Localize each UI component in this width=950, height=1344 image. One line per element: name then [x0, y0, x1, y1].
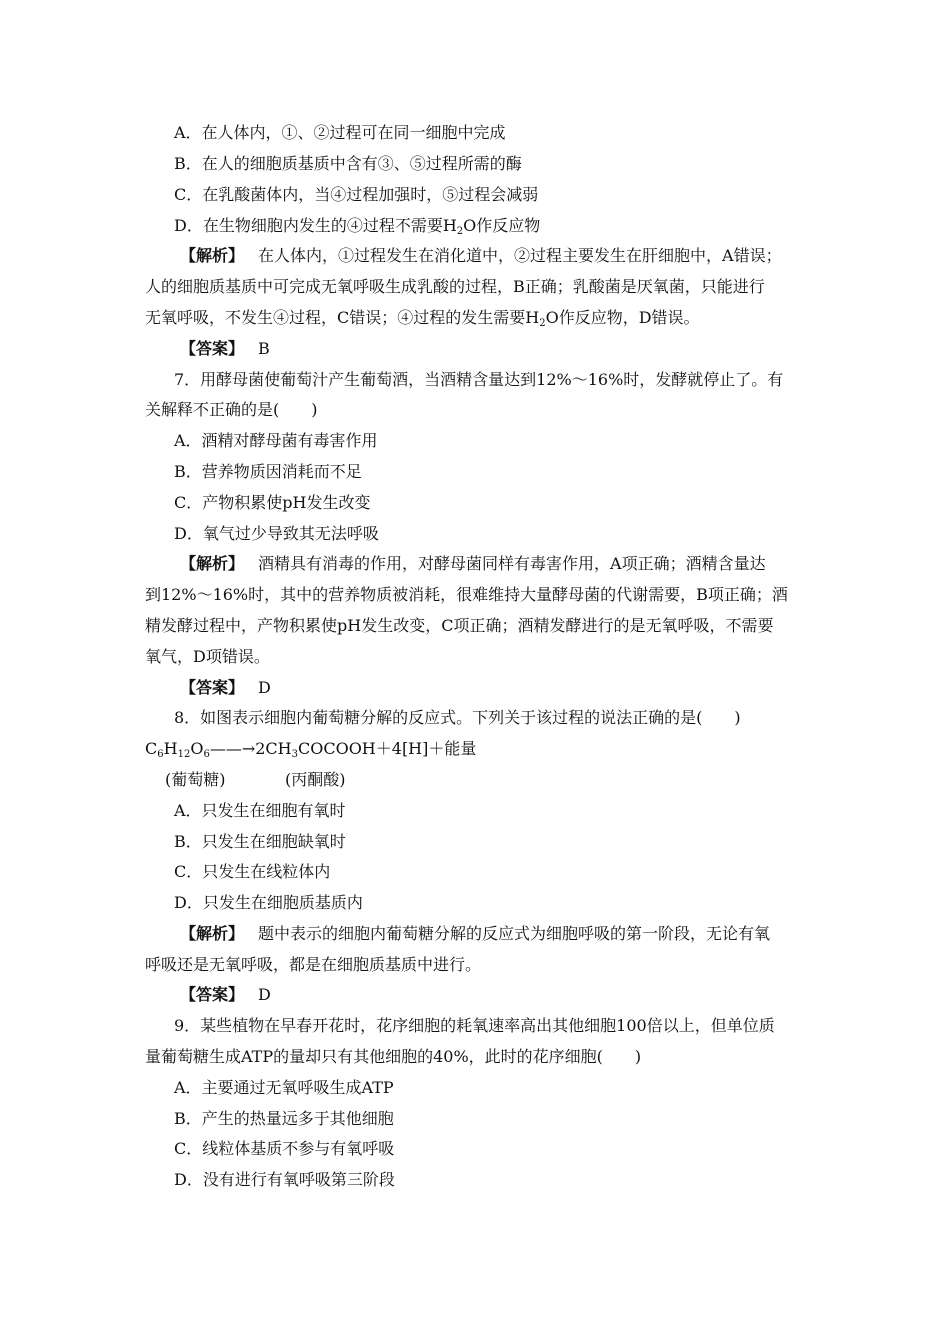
q8-option-a: A．只发生在细胞有氧时 — [174, 801, 346, 820]
q6-analysis-line-1 — [180, 246, 845, 266]
q7-analysis-line-2: 到12%～16%时，其中的营养物质被消耗，很难维持大量酵母菌的代谢需要，B项正确；酒 — [145, 585, 788, 604]
analysis-text-end: O作反应物，D错误。 — [545, 308, 700, 327]
q7-stem-line-1: 7．用酵母菌使葡萄汁产生葡萄酒，当酒精含量达到12%～16%时，发酵就停止了。有 — [174, 370, 784, 389]
q9-stem-line-2: 量葡萄糖生成ATP的量却只有其他细胞的40%，此时的花序细胞( ) — [145, 1047, 642, 1066]
answer-value: B — [258, 339, 270, 358]
analysis-text: 题中表示的细胞内葡萄糖分解的反应式为细胞呼吸的第一阶段，无论有氧 — [258, 924, 771, 943]
q9-option-a: A．主要通过无氧呼吸生成ATP — [174, 1078, 394, 1097]
q8-analysis-line-2: 呼吸还是无氧呼吸，都是在细胞质基质中进行。 — [145, 955, 482, 974]
q9-stem-line-1: 9．某些植物在早春开花时，花序细胞的耗氧速率高出其他细胞100倍以上，但单位质 — [174, 1016, 775, 1035]
q6-option-d-text-end: O作反应物 — [463, 216, 541, 235]
answer-tag: 【答案】 — [180, 678, 245, 697]
eq-product-2: COCOOH＋4[H]＋能量 — [297, 739, 477, 758]
answer-value: D — [258, 985, 271, 1004]
label-pyruvate: (丙酮酸) — [285, 770, 346, 789]
q7-option-b: B．营养物质因消耗而不足 — [174, 462, 362, 481]
q6-option-d-text: D．在生物细胞内发生的④过程不需要H — [174, 216, 457, 235]
q8-option-d: D．只发生在细胞质基质内 — [174, 893, 363, 912]
answer-tag: 【答案】 — [180, 985, 245, 1004]
analysis-tag: 【解析】 — [180, 246, 245, 265]
q8-stem: 8．如图表示细胞内葡萄糖分解的反应式。下列关于该过程的说法正确的是( ) — [174, 708, 741, 727]
analysis-tag: 【解析】 — [180, 554, 245, 573]
analysis-text: 无氧呼吸，不发生④过程，C错误；④过程的发生需要H — [145, 308, 540, 327]
q6-analysis-line-2: 人的细胞质基质中可完成无氧呼吸生成乳酸的过程，B正确；乳酸菌是厌氧菌，只能进行 — [145, 277, 765, 296]
q7-option-a: A．酒精对酵母菌有毒害作用 — [174, 431, 378, 450]
analysis-text: 在人体内，①过程发生在消化道中，②过程主要发生在肝细胞中，A错误； — [258, 246, 782, 265]
analysis-text: 酒精具有消毒的作用，对酵母菌同样有毒害作用，A项正确；酒精含量达 — [258, 554, 766, 573]
subscript: 2 — [539, 318, 546, 329]
subscript: 12 — [177, 749, 191, 760]
q7-analysis-line-4: 氧气，D项错误。 — [145, 647, 270, 666]
q9-option-c: C．线粒体基质不参与有氧呼吸 — [174, 1139, 395, 1158]
q7-analysis-line-1 — [180, 554, 845, 574]
subscript: 6 — [157, 749, 164, 760]
eq-carbon: C — [145, 739, 158, 758]
answer-value: D — [258, 678, 271, 697]
label-glucose: (葡萄糖) — [165, 770, 226, 789]
eq-product-1: 2CH — [255, 739, 292, 758]
q8-option-c: C．只发生在线粒体内 — [174, 862, 331, 881]
q6-option-b: B．在人的细胞质基质中含有③、⑤过程所需的酶 — [174, 154, 522, 173]
analysis-tag: 【解析】 — [180, 924, 245, 943]
q8-option-b: B．只发生在细胞缺氧时 — [174, 832, 346, 851]
q6-answer — [180, 339, 845, 359]
q6-option-c: C．在乳酸菌体内，当④过程加强时，⑤过程会减弱 — [174, 185, 539, 204]
subscript: 6 — [203, 749, 210, 760]
q9-option-d: D．没有进行有氧呼吸第三阶段 — [174, 1170, 395, 1189]
q8-reaction-equation — [145, 739, 810, 759]
q7-option-d: D．氧气过少导致其无法呼吸 — [174, 524, 379, 543]
eq-hydrogen: H — [163, 739, 178, 758]
eq-arrow: ——→ — [209, 739, 256, 758]
q6-option-a: A．在人体内，①、②过程可在同一细胞中完成 — [174, 123, 506, 142]
q6-option-d — [174, 216, 839, 236]
q9-option-b: B．产生的热量远多于其他细胞 — [174, 1109, 394, 1128]
subscript: 2 — [456, 226, 464, 237]
q8-answer — [180, 985, 845, 1005]
q6-analysis-line-3 — [145, 308, 810, 328]
q7-stem-line-2: 关解释不正确的是( ) — [145, 400, 318, 419]
eq-oxygen: O — [190, 739, 204, 758]
q7-option-c: C．产物积累使pH发生改变 — [174, 493, 371, 512]
subscript: 3 — [291, 749, 298, 760]
q8-analysis-line-1 — [180, 924, 845, 944]
answer-tag: 【答案】 — [180, 339, 245, 358]
q7-analysis-line-3: 精发酵过程中，产物积累使pH发生改变，C项正确；酒精发酵进行的是无氧呼吸，不需要 — [145, 616, 774, 635]
q7-answer — [180, 678, 845, 698]
